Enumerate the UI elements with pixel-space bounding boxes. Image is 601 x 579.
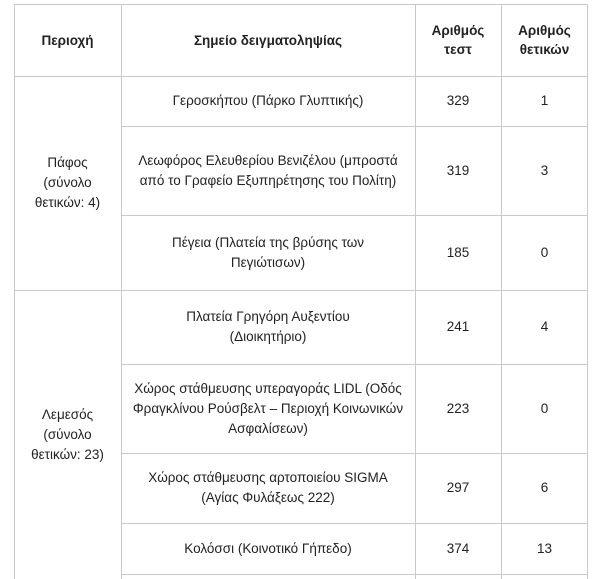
sampling-point-cell: Πλατεία Γρηγόρη Αυξεντίου (Διοικητήριο) <box>186 309 350 344</box>
sampling-point-cell: Γεροσκήπου (Πάρκο Γλυπτικής) <box>172 93 364 108</box>
positives-cell: 3 <box>540 162 549 178</box>
tests-cell: 319 <box>446 162 470 178</box>
sampling-point-cell: Λεωφόρος Ελευθερίου Βενιζέλου (μπροστά από το Γραφείο Εξυπηρέτησης του Πολίτη) <box>138 152 398 188</box>
tests-cell: 329 <box>446 93 470 108</box>
row-divider <box>121 523 588 524</box>
positives-cell: 13 <box>536 540 553 556</box>
header-positives: Αριθμός θετικών <box>518 23 571 57</box>
column-divider <box>501 4 502 579</box>
header-region: Περιοχή <box>41 32 94 48</box>
tests-cell: 297 <box>446 480 470 495</box>
sampling-point-cell: Πέγεια (Πλατεία της βρύσης των Πεγιώτισων) <box>171 234 365 270</box>
tests-cell: 223 <box>446 400 470 416</box>
header-sampling-point: Σημείο δειγματοληψίας <box>193 32 343 48</box>
row-divider <box>121 126 588 127</box>
region-lemesos: Λεμεσός (σύνολο θετικών: 23) <box>31 406 104 462</box>
table-border-left <box>14 4 15 579</box>
tests-cell: 185 <box>446 244 470 260</box>
positives-cell: 0 <box>540 244 549 260</box>
sampling-point-cell: Χώρος στάθμευσης αρτοποιείου SIGMA (Αγίας Φυλάξεως 222) <box>148 470 388 505</box>
tests-cell: 374 <box>446 540 470 556</box>
table-border-right <box>587 4 588 579</box>
sampling-point-cell: Χώρος στάθμευσης υπεραγοράς LIDL (Οδός Φραγκλίνου Ρούσβελτ – Περιοχή Κοινωνικών Ασφαλίσεων) <box>132 380 404 436</box>
positives-cell: 0 <box>540 400 549 416</box>
header-tests: Αριθμός τεστ <box>431 23 485 57</box>
row-divider <box>121 364 588 365</box>
row-divider <box>121 574 588 575</box>
tests-cell: 241 <box>446 319 470 334</box>
region-pafos: Πάφος (σύνολο θετικών: 4) <box>34 155 101 210</box>
sampling-point-cell: Κολόσσι (Κοινοτικό Γήπεδο) <box>184 540 352 556</box>
positives-cell: 4 <box>540 319 549 334</box>
positives-cell: 6 <box>540 480 549 495</box>
row-divider <box>121 215 588 216</box>
column-divider <box>415 4 416 579</box>
column-divider <box>121 4 122 579</box>
positives-cell: 1 <box>540 93 549 108</box>
row-divider <box>121 453 588 454</box>
